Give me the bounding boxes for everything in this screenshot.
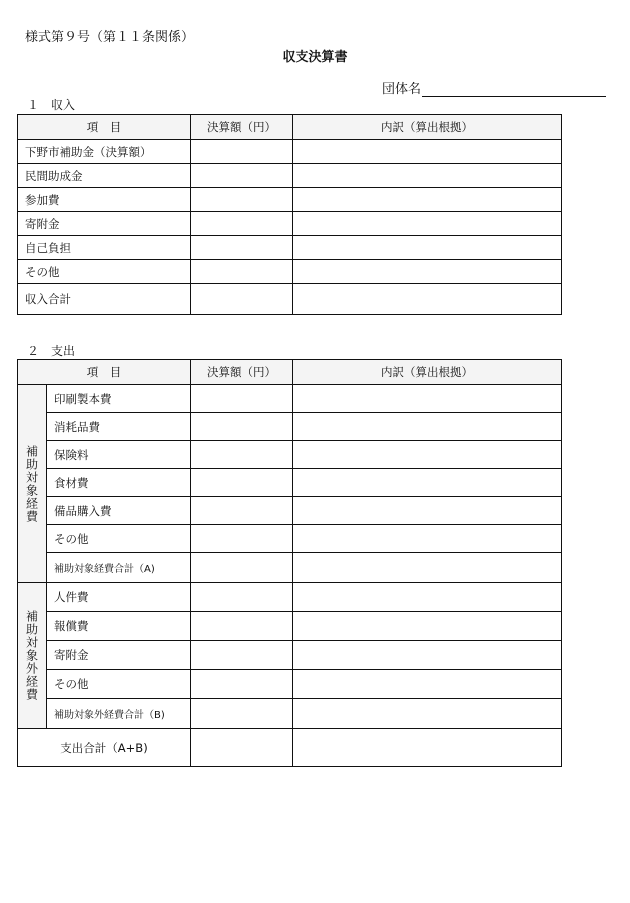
breakdown-cell[interactable] xyxy=(293,497,562,525)
expense-item-label: 印刷製本費 xyxy=(47,385,191,413)
eligible-subtotal-row xyxy=(18,553,562,583)
table-row xyxy=(18,497,562,525)
breakdown-cell[interactable] xyxy=(293,729,562,767)
breakdown-cell[interactable] xyxy=(293,284,562,315)
amount-cell[interactable] xyxy=(191,188,293,212)
amount-cell[interactable] xyxy=(191,553,293,583)
amount-cell[interactable] xyxy=(191,236,293,260)
ineligible-subtotal-label: 補助対象外経費合計（B) xyxy=(47,699,191,729)
breakdown-cell[interactable] xyxy=(293,164,562,188)
income-item-label: 下野市補助金（決算額） xyxy=(18,140,191,164)
expense-item-label: 保険料 xyxy=(47,441,191,469)
expense-item-label: 消耗品費 xyxy=(47,413,191,441)
table-row xyxy=(18,413,562,441)
income-heading: １ 収入 xyxy=(27,98,76,112)
organization-name-line[interactable] xyxy=(422,82,606,97)
expense-item-label: 報償費 xyxy=(47,612,191,641)
income-item-label: 参加費 xyxy=(18,188,191,212)
income-item-label: その他 xyxy=(18,260,191,284)
breakdown-cell[interactable] xyxy=(293,583,562,612)
eligible-group-label: 補助対象経費 xyxy=(18,385,47,583)
expense-table xyxy=(17,359,562,767)
amount-cell[interactable] xyxy=(191,525,293,553)
table-row xyxy=(18,236,562,260)
breakdown-cell[interactable] xyxy=(293,212,562,236)
breakdown-cell[interactable] xyxy=(293,670,562,699)
amount-cell[interactable] xyxy=(191,641,293,670)
breakdown-cell[interactable] xyxy=(293,553,562,583)
breakdown-cell[interactable] xyxy=(293,413,562,441)
amount-cell[interactable] xyxy=(191,670,293,699)
breakdown-cell[interactable] xyxy=(293,236,562,260)
amount-cell[interactable] xyxy=(191,164,293,188)
eligible-subtotal-label: 補助対象経費合計（A) xyxy=(47,553,191,583)
breakdown-cell[interactable] xyxy=(293,140,562,164)
table-row xyxy=(18,641,562,670)
income-item-label: 民間助成金 xyxy=(18,164,191,188)
col-item-header: 項 目 xyxy=(18,115,191,140)
table-row xyxy=(18,583,562,612)
income-table xyxy=(17,114,562,315)
col-item-header: 項 目 xyxy=(18,360,191,385)
breakdown-cell[interactable] xyxy=(293,525,562,553)
table-row xyxy=(18,260,562,284)
amount-cell[interactable] xyxy=(191,212,293,236)
amount-cell[interactable] xyxy=(191,284,293,315)
income-item-label: 自己負担 xyxy=(18,236,191,260)
breakdown-cell[interactable] xyxy=(293,612,562,641)
amount-cell[interactable] xyxy=(191,413,293,441)
amount-cell[interactable] xyxy=(191,699,293,729)
table-row xyxy=(18,441,562,469)
income-total-row xyxy=(18,284,562,315)
table-row xyxy=(18,164,562,188)
breakdown-cell[interactable] xyxy=(293,188,562,212)
breakdown-cell[interactable] xyxy=(293,260,562,284)
ineligible-group-label: 補助対象外経費 xyxy=(18,583,47,729)
table-row xyxy=(18,212,562,236)
table-row xyxy=(18,140,562,164)
breakdown-cell[interactable] xyxy=(293,469,562,497)
amount-cell[interactable] xyxy=(191,497,293,525)
organization-field xyxy=(382,78,606,97)
amount-cell[interactable] xyxy=(191,140,293,164)
breakdown-cell[interactable] xyxy=(293,641,562,670)
income-item-label: 寄附金 xyxy=(18,212,191,236)
expense-item-label: 食材費 xyxy=(47,469,191,497)
col-amount-header: 決算額（円） xyxy=(191,360,293,385)
expense-item-label: 寄附金 xyxy=(47,641,191,670)
amount-cell[interactable] xyxy=(191,729,293,767)
amount-cell[interactable] xyxy=(191,469,293,497)
amount-cell[interactable] xyxy=(191,583,293,612)
ineligible-subtotal-row xyxy=(18,699,562,729)
table-row xyxy=(18,525,562,553)
expense-total-row xyxy=(18,729,562,767)
form-number: 様式第９号（第１１条関係） xyxy=(25,30,195,45)
income-total-label: 収入合計 xyxy=(18,284,191,315)
table-row xyxy=(18,612,562,641)
expense-item-label: その他 xyxy=(47,525,191,553)
breakdown-cell[interactable] xyxy=(293,441,562,469)
amount-cell[interactable] xyxy=(191,260,293,284)
amount-cell[interactable] xyxy=(191,612,293,641)
expense-item-label: 備品購入費 xyxy=(47,497,191,525)
table-row xyxy=(18,385,562,413)
breakdown-cell[interactable] xyxy=(293,699,562,729)
table-row xyxy=(18,670,562,699)
table-row xyxy=(18,188,562,212)
breakdown-cell[interactable] xyxy=(293,385,562,413)
col-breakdown-header: 内訳（算出根拠） xyxy=(293,360,562,385)
expense-item-label: その他 xyxy=(47,670,191,699)
expense-total-label: 支出合計（A+B) xyxy=(18,729,191,767)
table-row xyxy=(18,469,562,497)
organization-label: 団体名 xyxy=(382,82,422,97)
expense-item-label: 人件費 xyxy=(47,583,191,612)
document-title: 収支決算書 xyxy=(282,50,348,65)
amount-cell[interactable] xyxy=(191,441,293,469)
expense-heading: ２ 支出 xyxy=(27,344,76,358)
col-breakdown-header: 内訳（算出根拠） xyxy=(293,115,562,140)
amount-cell[interactable] xyxy=(191,385,293,413)
col-amount-header: 決算額（円） xyxy=(191,115,293,140)
